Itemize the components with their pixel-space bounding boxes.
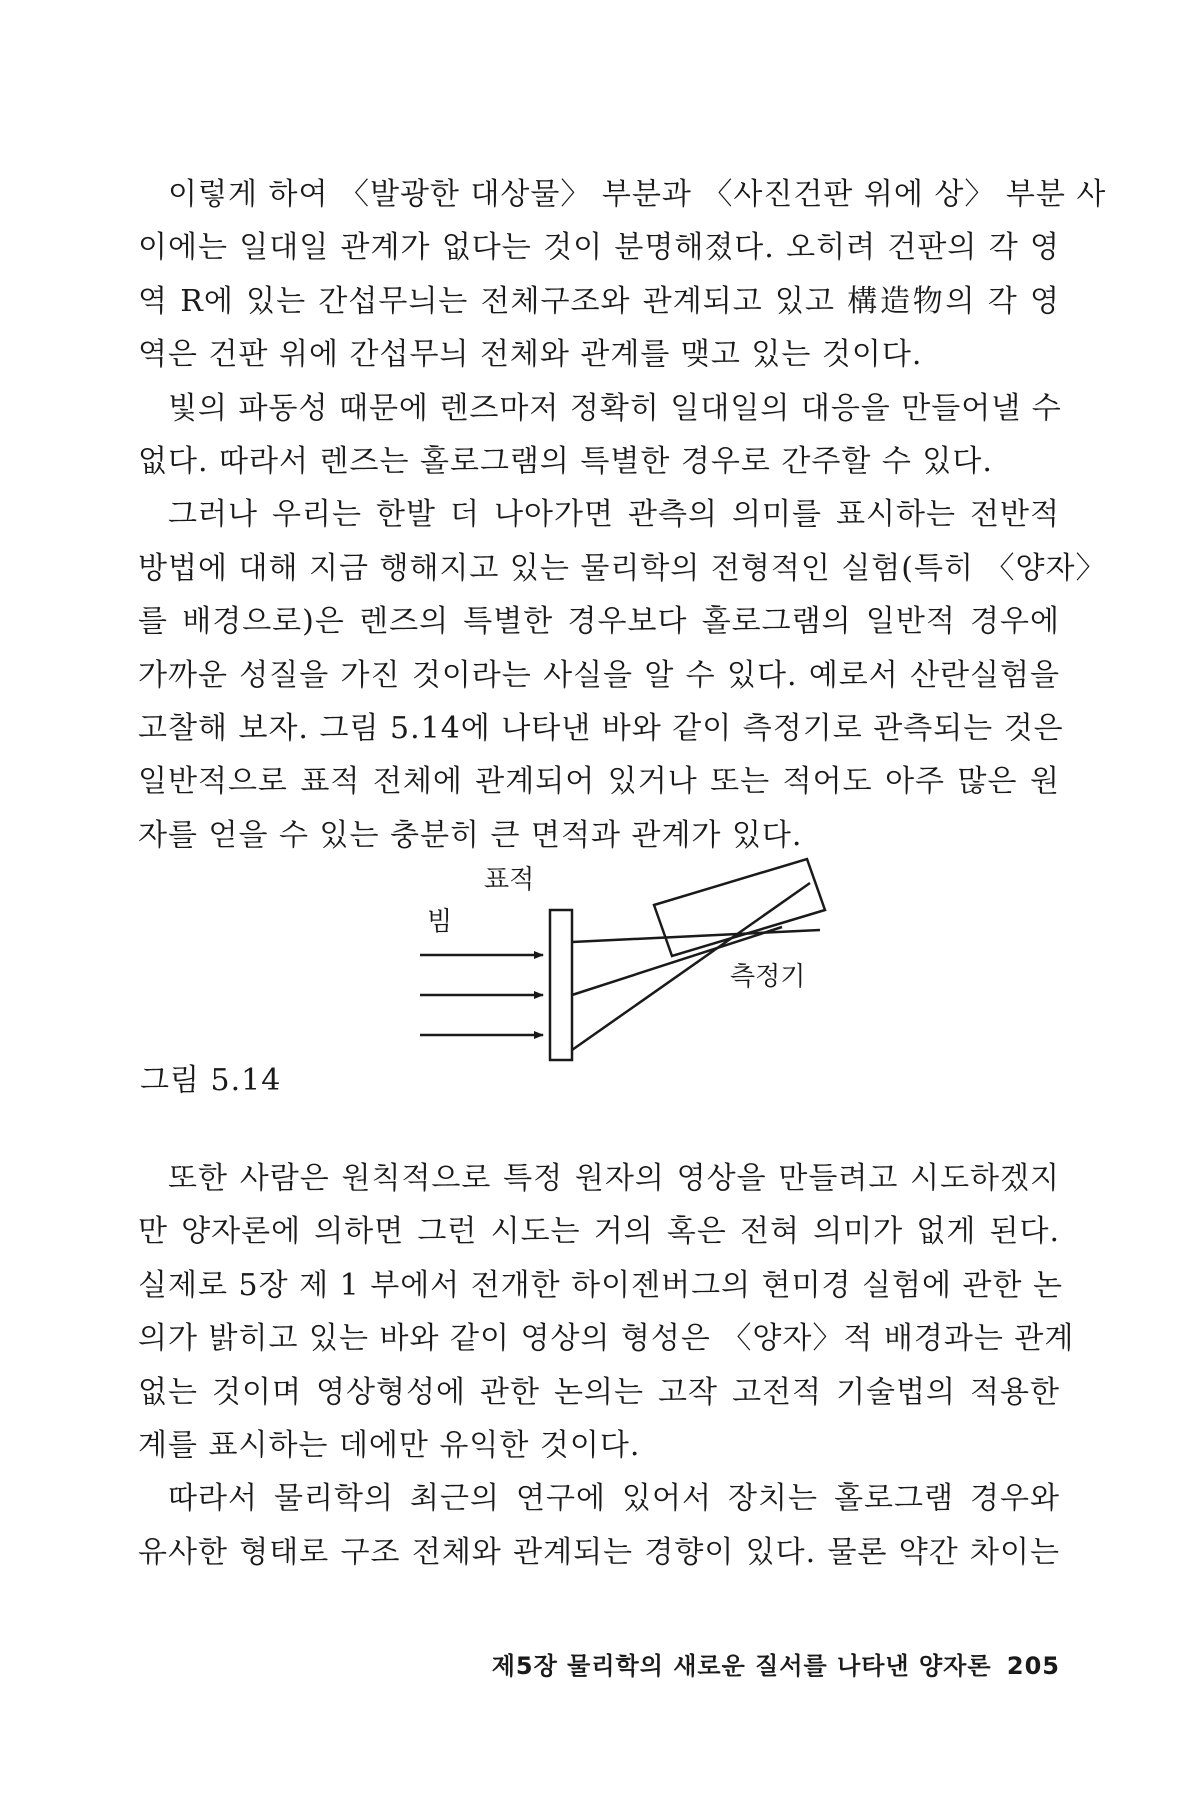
text-line: 를 배경으로)은 렌즈의 특별한 경우보다 홀로그램의 일반적 경우에 [138, 604, 1060, 640]
scattered-ray [572, 930, 820, 942]
text-line: 또한 사람은 원칙적으로 특정 원자의 영상을 만들려고 시도하겠지 [168, 1161, 1060, 1196]
text-line: 만 양자론에 의하면 그런 시도는 거의 혹은 전혀 의미가 없게 된다. [138, 1214, 1060, 1250]
label-beam: 빔 [427, 907, 453, 937]
text-line: 방법에 대해 지금 행해지고 있는 물리학의 전형적인 실험(특히 〈양자〉 [138, 550, 1107, 586]
text-line: 계를 표시하는 데에만 유익한 것이다. [138, 1427, 641, 1463]
target-plate [550, 910, 572, 1060]
page-footer [492, 1646, 1060, 1681]
figure-caption: 그림 5.14 [140, 1063, 282, 1098]
text-line: 유사한 형태로 구조 전체와 관계되는 경향이 있다. 물론 약간 차이는 [138, 1534, 1060, 1570]
text-line: 이에는 일대일 관계가 없다는 것이 분명해졌다. 오히려 건판의 각 영 [138, 230, 1060, 266]
text-line: 이렇게 하여 〈발광한 대상물〉 부분과 〈사진건판 위에 상〉 부분 사 [168, 177, 1107, 212]
text-line: 빛의 파동성 때문에 렌즈마저 정확히 일대일의 대응을 만들어낼 수 [168, 390, 1062, 426]
label-detector: 측정기 [730, 962, 806, 992]
text-line: 일반적으로 표적 전체에 관계되어 있거나 또는 적어도 아주 많은 원 [138, 764, 1060, 800]
text-line: 실제로 5장 제 1 부에서 전개한 하이젠버그의 현미경 실험에 관한 논 [138, 1267, 1064, 1303]
body-text-top [138, 168, 1107, 862]
text-line: 없다. 따라서 렌즈는 홀로그램의 특별한 경우로 간주할 수 있다. [138, 443, 993, 479]
text-line: 자를 얻을 수 있는 충분히 큰 면적과 관계가 있다. [138, 817, 803, 853]
text-line: 고찰해 보자. 그림 5.14에 나타낸 바와 같이 측정기로 관측되는 것은 [138, 710, 1064, 746]
text-line: 역 R에 있는 간섭무늬는 전체구조와 관계되고 있고 構造物의 각 영 [138, 283, 1060, 319]
page-number: 205 [1006, 1652, 1060, 1680]
text-line: 따라서 물리학의 최근의 연구에 있어서 장치는 홀로그램 경우와 [168, 1481, 1060, 1517]
label-target: 표적 [484, 865, 535, 895]
body-text-bottom [138, 1152, 1075, 1579]
text-line: 없는 것이며 영상형성에 관한 논의는 고작 고전적 기술법의 적용한 [138, 1374, 1060, 1410]
running-title: 제5장 물리학의 새로운 질서를 나타낸 양자론 [491, 1652, 992, 1680]
text-line: 역은 건판 위에 간섭무늬 전체와 관계를 맺고 있는 것이다. [138, 337, 923, 373]
text-line: 의가 밝히고 있는 바와 같이 영상의 형성은 〈양자〉적 배경과는 관계 [138, 1321, 1075, 1357]
text-line: 그러나 우리는 한발 더 나아가면 관측의 의미를 표시하는 전반적 [168, 497, 1060, 533]
figure-5-14 [140, 850, 1060, 1100]
text-line: 가까운 성질을 가진 것이라는 사실을 알 수 있다. 예로서 산란실험을 [138, 657, 1060, 693]
